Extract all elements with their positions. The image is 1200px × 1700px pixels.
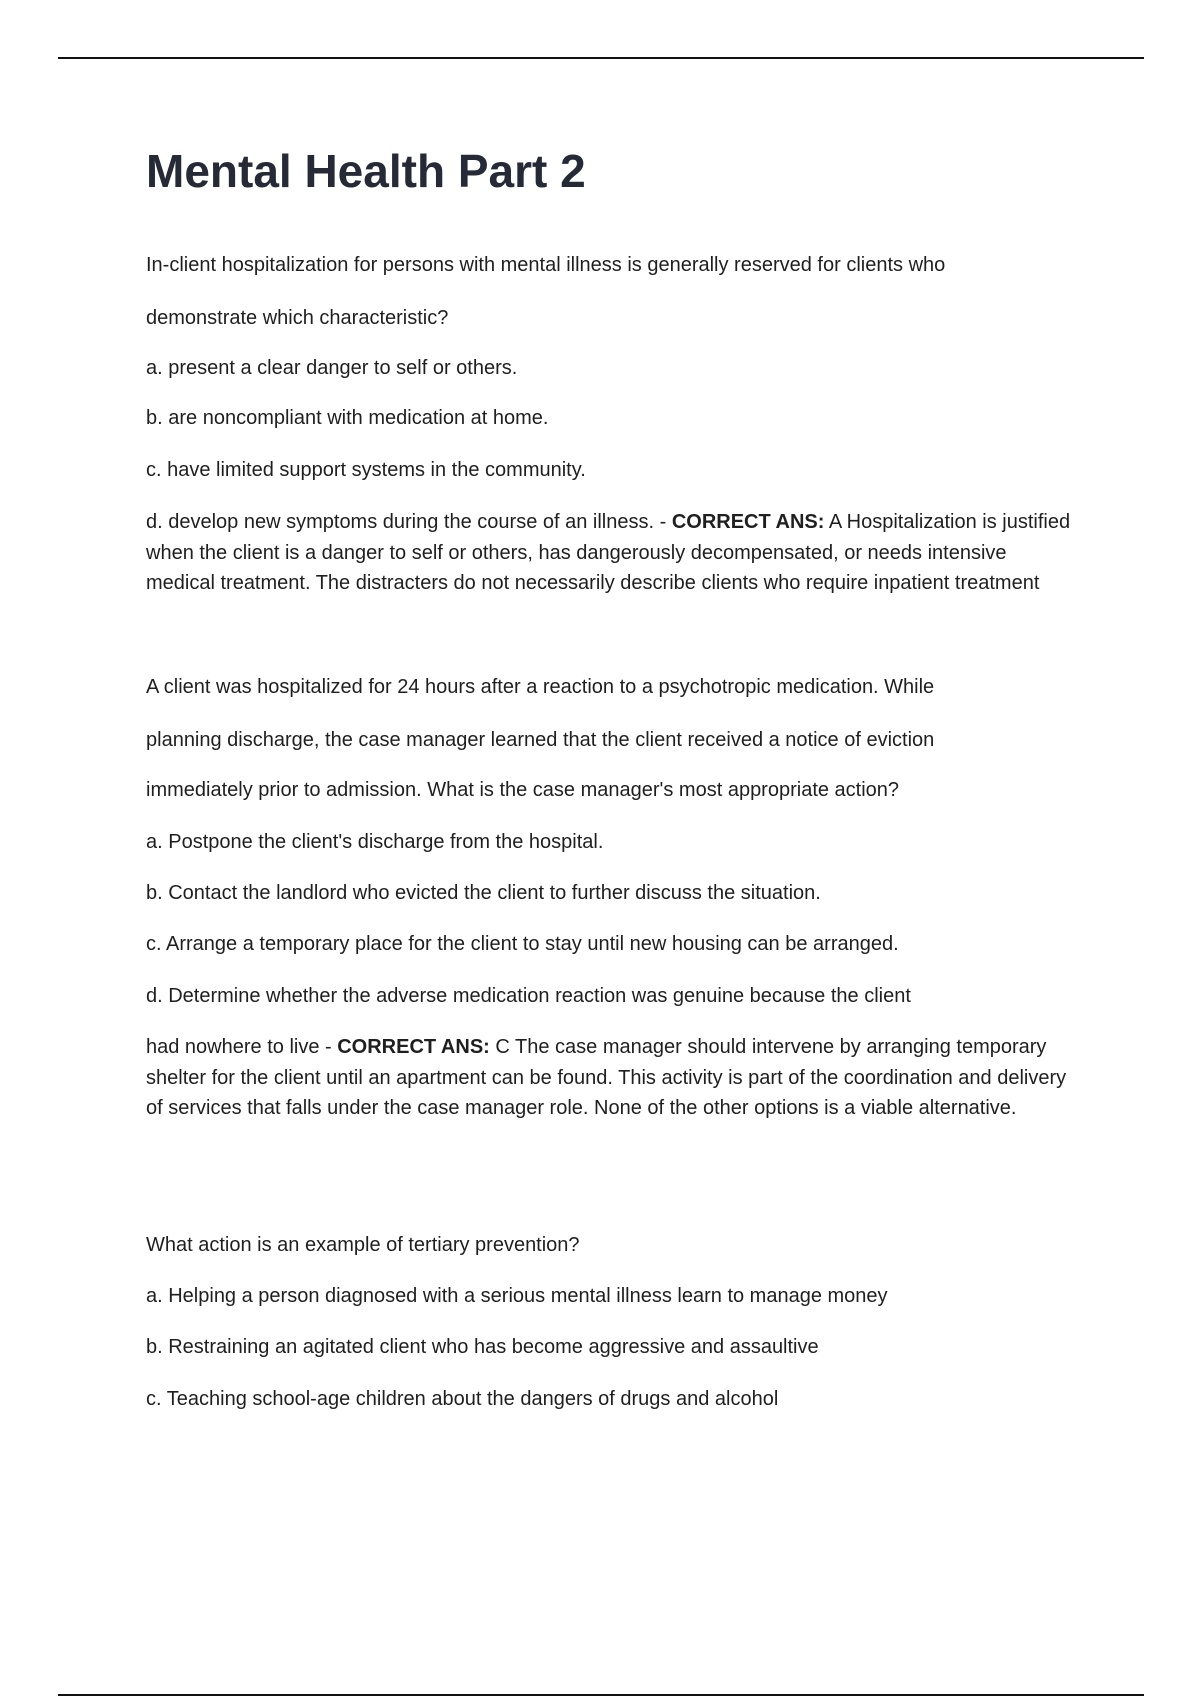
question-2-option-d-continued: had nowhere to live - bbox=[146, 1036, 338, 1058]
question-2-option-c: c. Arrange a temporary place for the client to stay until new housing can be arranged. bbox=[146, 933, 899, 955]
page-title: Mental Health Part 2 bbox=[146, 145, 586, 197]
question-1-stem-line-2: demonstrate which characteristic? bbox=[146, 307, 449, 329]
question-3-option-a: a. Helping a person diagnosed with a serious mental illness learn to manage money bbox=[146, 1285, 888, 1307]
question-1-option-d: d. develop new symptoms during the course of an illness. - bbox=[146, 511, 672, 533]
top-rule bbox=[58, 57, 1144, 59]
question-2-answer-block bbox=[146, 1032, 1076, 1124]
question-2-stem-line-1: A client was hospitalized for 24 hours after a reaction to a psychotropic medication. While bbox=[146, 676, 935, 698]
question-1-option-c: c. have limited support systems in the community. bbox=[146, 459, 586, 481]
question-1-answer-block bbox=[146, 507, 1076, 599]
correct-answer-label: CORRECT ANS: bbox=[671, 511, 825, 533]
question-2-stem-line-3: immediately prior to admission. What is the case manager's most appropriate action? bbox=[146, 779, 900, 801]
question-1-rationale: A Hospitalization is justified when the client is a danger to self or others, has dangerously decompensated, or needs intensive medical treatment. The distracters do not necessarily describe clients who require inpatient treatment bbox=[146, 511, 1071, 594]
question-3-option-b: b. Restraining an agitated client who has become aggressive and assaultive bbox=[146, 1336, 819, 1358]
question-1-stem-line-1: In-client hospitalization for persons with mental illness is generally reserved for clients who bbox=[146, 254, 946, 276]
question-2-rationale: C The case manager should intervene by arranging temporary shelter for the client until an apartment can be found. This activity is part of the coordination and delivery of services that falls under the case manager role. None of the other options is a viable alternative. bbox=[146, 1036, 1067, 1119]
question-3-option-c: c. Teaching school-age children about the dangers of drugs and alcohol bbox=[146, 1388, 779, 1410]
question-2-option-a: a. Postpone the client's discharge from the hospital. bbox=[146, 831, 604, 853]
question-1-option-a: a. present a clear danger to self or others. bbox=[146, 357, 518, 379]
bottom-rule bbox=[58, 1694, 1144, 1696]
question-2-stem-line-2: planning discharge, the case manager learned that the client received a notice of eviction bbox=[146, 729, 935, 751]
question-1-option-b: b. are noncompliant with medication at home. bbox=[146, 407, 549, 429]
correct-answer-label: CORRECT ANS: bbox=[337, 1036, 490, 1058]
question-2-option-d: d. Determine whether the adverse medication reaction was genuine because the client bbox=[146, 985, 911, 1007]
question-3-stem: What action is an example of tertiary prevention? bbox=[146, 1234, 580, 1256]
question-2-option-b: b. Contact the landlord who evicted the client to further discuss the situation. bbox=[146, 882, 821, 904]
